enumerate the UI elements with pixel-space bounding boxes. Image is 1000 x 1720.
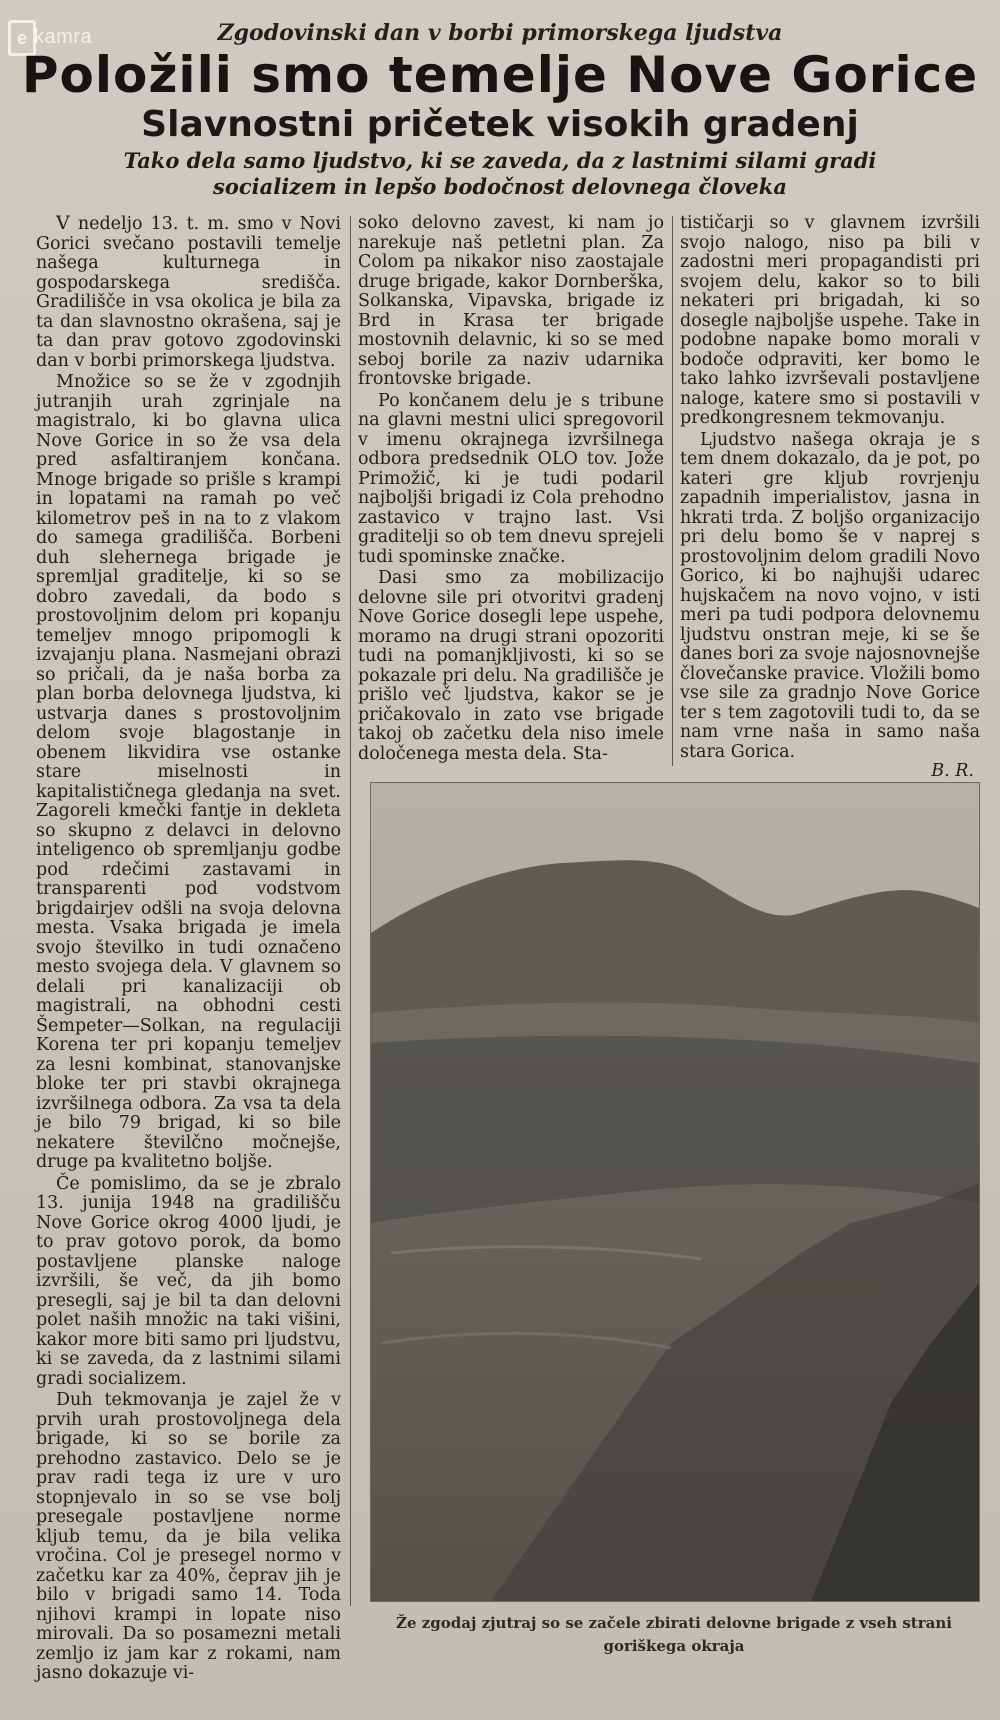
paragraph: Če pomislimo, da se je zbralo 13. junija 1948 na gradilišču Nove Gorice okrog 4000 ljudi, je to prav gotovo porok, da bomo postavljene planske naloge izvršili, še več, da jih bomo presegli, saj je bil ta dan delovni polet naših množic na taki višini, kakor more biti samo pri ljudstvu, ki se zaveda, da z lastnimi silami gradi socializem. [36, 1173, 341, 1389]
paragraph: soko delovno zavest, ki nam jo narekuje naš petletni plan. Za Colom pa nikakor niso zaostajale druge brigade, kakor Dornberška, Solkanska, Vipavska, brigade iz Brd in Krasa ter brigade mostovnih delavnic, ki so se med seboj borile za naziv udarnika frontovske brigade. [358, 213, 664, 389]
article-column-1 [36, 214, 341, 1684]
paragraph: Po končanem delu je s tribune na glavni mestni ulici spregovoril v imenu okrajnega izvršilnega odbora predsednik OLO tov. Jože Primožič, ki je tudi podaril najboljši brigadi iz Cola prehodno zastavico v trajno last. Vsi graditelji so ob tem dnevu sprejeli tudi spominske značke. [358, 390, 664, 567]
paragraph: tističarji so v glavnem izvršili svojo nalogo, niso pa bili v zadostni meri propagandisti pri svojem delu, kakor so to bili nekateri pri brigadah, ki so dosegle najboljše uspehe. Take in podobne napake bomo morali v bodoče odpraviti, ker bomo le tako lahko izvrševali postavljene naloge, katere smo si postavili v predkongresnem tekmovanju. [680, 213, 980, 428]
column-divider [672, 216, 673, 766]
article-subheadline: Slavnostni pričetek visokih gradenj [141, 104, 859, 145]
photo-caption: Že zgodaj zjutraj so se začele zbirati delovne brigade z vseh strani goriškega okraja [396, 1614, 952, 1655]
watermark-mark: e [8, 20, 36, 56]
watermark-word: kamra [34, 26, 93, 48]
article-kicker: Zgodovinski dan v borbi primorskega ljudstva [217, 20, 783, 46]
article-column-3 [680, 214, 980, 782]
paragraph: Ljudstvo našega okraja je s tem dnem dokazalo, da je pot, po kateri gre kljub rovrjenju zapadnih imperialistov, jasna in hkrati trda. Z boljšo organizacijo pri delu bomo še v naprej s prostovoljnim delom gradili Novo Gorico, ki bo najhujši udarec hujskačem na novo vojno, v isti meri pa tudi podpora delovnemu ljudstvu onstran meje, ki se še danes bori za svoje najosnovnejše človečanske pravice. Vložili bomo vse sile za gradnjo Nove Gorice ter s tem zagotovili tudi to, da se nam vrne naša in samo naša stara Gorica. [680, 429, 980, 762]
article-column-2 [358, 214, 664, 764]
author-byline: B. R. [931, 761, 974, 781]
article-deck: Tako dela samo ljudstvo, ki se zaveda, da z lastnimi silami gradi socializem in lepšo bodočnost delovnega človeka [123, 148, 877, 199]
paragraph: Dasi smo za mobilizacijo delovne sile pri otvoritvi gradenj Nove Gorice dosegli lepe uspehe, moramo na drugi strani opozoriti tudi na pomanjkljivosti, ki so se pokazale pri delu. Na gradilišče je prišlo več ljudstva, kakor se je pričakovalo in zato vse brigade takoj ob začetku dela niso imele določenega mesta dela. Sta- [358, 568, 664, 764]
photo-landscape-illustration [371, 783, 979, 1601]
paragraph: V nedeljo 13. t. m. smo v Novi Gorici svečano postavili temelje našega kulturnega in gospodarskega središča. Gradilišče in vsa okolica je bila za ta dan slavnostno okrašena, saj je ta dan prav gotovo zgodovinski dan v borbi primorskega ljudstva. [36, 212, 341, 371]
article-headline: Položili smo temelje Nove Gorice [21, 46, 979, 104]
paragraph: Duh tekmovanja je zajel že v prvih urah prostovoljnega dela brigade, ki so se borile za prehodno zastavico. Delo se je prav radi tega iz ure v uro stopnjevalo in so se vse bolj presegale postavljene norme kljub temu, da je bila velika vročina. Col je presegel normo v začetku kar za 40%, čeprav jih je bilo v brigadi samo 14. Toda njihovi krampi in lopate niso mirovali. Da so posamezni metali zemljo iz jam kar z rokami, nam jasno dokazuje vi- [36, 1390, 341, 1683]
article-photo [370, 782, 980, 1602]
paragraph: Množice so se že v zgodnjih jutranjih urah zgrinjale na magistralo, ki bo glavna ulica Nove Gorice in so že vsa dela pred asfaltiranjem končana. Mnoge brigade so prišle s krampi in lopatami na ramah po več kilometrov peš in na to z vlakom do samega gradilišča. Borbeni duh slehernega brigade je spremljal graditelje, ki so se dobro zavedali, da bodo s prostovoljnim delom pri kopanju temeljev mnogo pripomogli k izvajanju plana. Nasmejani obrazi so pričali, da je naša borba za plan borba delovnega ljudstva, ki ustvarja danes s prostovoljnim delom svoje blagostanje in obenem likvidira vse ostanke stare miselnosti in kapitalističnega gledanja na svet. Zagoreli kmečki fantje in dekleta so skupno z delavci in delovno inteligenco ob spremljanju godbe pod rdečimi zastavami in transparenti pod vodstvom brigdairjev odšli na svoja delovna mesta. Vsaka brigada je imela svojo številko in tudi označeno mesto svojega dela. V glavnem so delali pri kanalizaciji ob magistrali, na obhodni cesti Šempeter—Solkan, na regulaciji Korena ter pri kopanju temeljev za lesni kombinat, stanovanjske bloke ter pri stavbi okrajnega izvršilnega odbora. Za vsa ta dela je bilo 79 brigad, ki so bile nekatere številčno močnejše, druge pa kvalitetno boljše. [36, 372, 341, 1172]
column-divider [350, 216, 351, 1606]
